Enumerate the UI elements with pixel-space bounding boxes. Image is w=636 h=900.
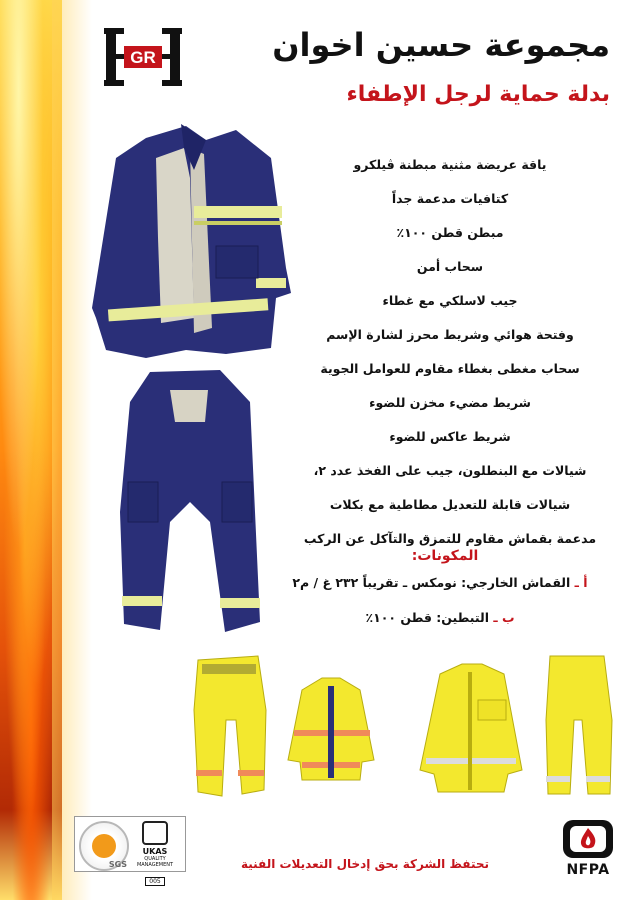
feature-item: شيالات مع البنطلون، جيب على الفخذ عدد ٢، <box>313 463 587 478</box>
company-logo <box>104 26 182 88</box>
product-title: بدلة حماية لرجل الإطفاء <box>346 82 610 107</box>
feature-item: كتافيات مدعمة جداً <box>391 191 509 206</box>
nfpa-flame-icon <box>561 818 615 860</box>
component-text: القماش الخارجي: نومكس ـ تقريباً ٢٣٢ غ / م٢ <box>292 575 571 590</box>
crown-check-icon <box>142 821 168 845</box>
component-text: التبطين: قطن ١٠٠٪ <box>365 610 489 625</box>
sgs-seal-icon <box>79 821 129 871</box>
ukas-subtitle: QUALITY MANAGEMENT <box>136 856 174 868</box>
logo-text: GR <box>130 48 156 67</box>
ukas-number: 005 <box>145 877 164 886</box>
company-name: مجموعة حسين اخوان <box>272 26 610 64</box>
feature-list <box>300 148 600 556</box>
component-mark: أ ـ <box>574 575 588 590</box>
feature-item: شريط عاكس للضوء <box>389 429 511 444</box>
yellow-trousers-illustration <box>538 650 620 800</box>
sgs-label: SGS <box>108 860 127 869</box>
ukas-label: UKAS <box>142 847 168 856</box>
feature-item: مبطن قطن ١٠٠٪ <box>396 225 504 240</box>
nfpa-label: NFPA <box>566 862 610 878</box>
check-icon <box>92 834 116 858</box>
certification-badges <box>74 816 186 885</box>
feature-item: مدعمة بقماش مقاوم للتمزق والتآكل عن الركب <box>303 531 597 546</box>
yellow-coat-illustration <box>412 650 530 800</box>
ukas-badge <box>133 821 177 885</box>
components-title: المكونات: <box>411 548 479 564</box>
navy-pants-illustration <box>110 362 270 642</box>
component-outer-fabric <box>290 575 590 590</box>
navy-jacket-illustration <box>86 118 296 363</box>
yellow-pants-illustration <box>188 650 272 800</box>
feature-item: شيالات قابلة للتعديل مطاطية مع بكلات <box>329 497 571 512</box>
feature-item: شريط مضيء مخزن للضوء <box>369 395 531 410</box>
feature-item: ياقة عريضة مثنية مبطنة ڤيلكرو <box>353 157 547 172</box>
feature-item: جيب لاسلكي مع غطاء <box>382 293 518 308</box>
feature-item: وفتحة هوائي وشريط محرز لشارة الإسم <box>326 327 574 342</box>
feature-item: سحاب أمن <box>416 259 484 274</box>
footer-note: تحتفظ الشركة بحق إدخال التعديلات الفنية <box>240 857 489 871</box>
yellow-jacket-illustration <box>282 650 380 800</box>
feature-item: سحاب مغطى بغطاء مقاوم للعوامل الجوية <box>320 361 580 376</box>
component-lining <box>290 610 590 625</box>
component-mark: ب ـ <box>493 610 515 625</box>
